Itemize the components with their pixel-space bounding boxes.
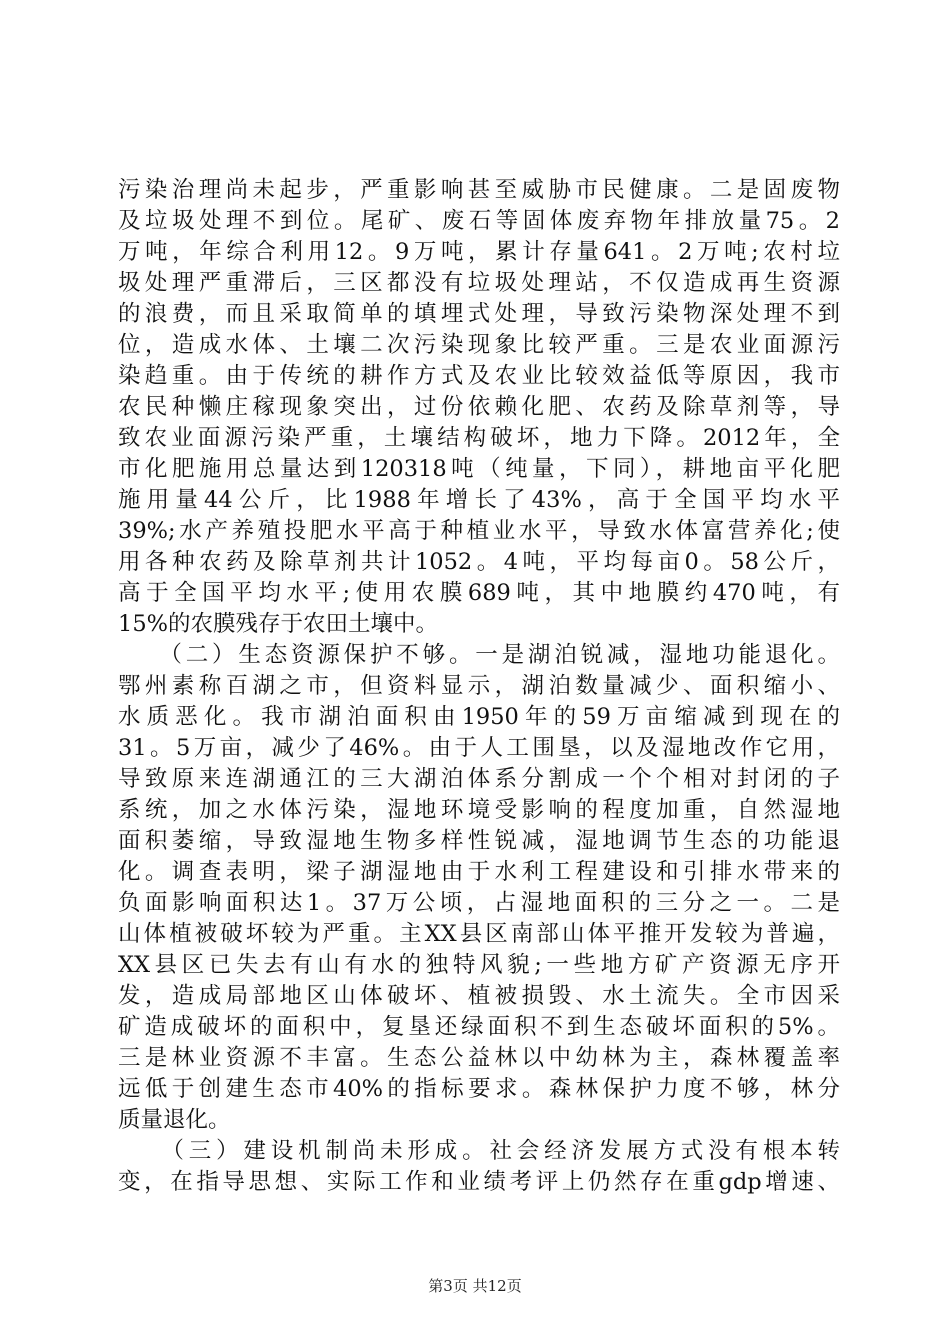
text-line: 31。5万亩，减少了46%。由于人工围垦，以及湿地改作它用， <box>118 735 840 761</box>
text-line: 污染治理尚未起步，严重影响甚至威胁市民健康。二是固废物 <box>118 177 840 203</box>
text-line: 远低于创建生态市40%的指标要求。森林保护力度不够，林分 <box>118 1076 840 1102</box>
text-line: 用各种农药及除草剂共计1052。4吨，平均每亩0。58公斤， <box>118 549 840 575</box>
text-line: 施用量44公斤，比1988年增长了43%，高于全国平均水平 <box>118 487 840 513</box>
text-line: 市化肥施用总量达到120318吨（纯量，下同），耕地亩平化肥 <box>118 456 840 482</box>
text-line: 矿造成破坏的面积中，复垦还绿面积不到生态破坏面积的5%。 <box>118 1014 840 1040</box>
text-line: 位，造成水体、土壤二次污染现象比较严重。三是农业面源污 <box>118 332 840 358</box>
text-line: 鄂州素称百湖之市，但资料显示，湖泊数量减少、面积缩小、 <box>118 673 840 699</box>
text-line: 质量退化。 <box>118 1107 231 1133</box>
text-line: 15%的农膜残存于农田土壤中。 <box>118 611 439 637</box>
text-line: 圾处理严重滞后，三区都没有垃圾处理站，不仅造成再生资源 <box>118 270 840 296</box>
text-line: 的浪费，而且采取简单的填埋式处理，导致污染物深处理不到 <box>118 301 840 327</box>
page-footer: 第3页 共12页 <box>428 1277 522 1295</box>
text-line: 农民种懒庄稼现象突出，过份依赖化肥、农药及除草剂等，导 <box>118 394 840 420</box>
text-line: 山体植被破坏较为严重。主XX县区南部山体平推开发较为普遍， <box>118 921 840 947</box>
body-text <box>118 175 840 1198</box>
text-line: 系统，加之水体污染，湿地环境受影响的程度加重，自然湿地 <box>118 797 840 823</box>
text-line: XX县区已失去有山有水的独特风貌;一些地方矿产资源无序开 <box>118 952 840 978</box>
text-line: 高于全国平均水平;使用农膜689吨，其中地膜约470吨，有 <box>118 580 840 606</box>
text-line: 负面影响面积达1。37万公顷，占湿地面积的三分之一。二是 <box>118 890 840 916</box>
text-line: 变，在指导思想、实际工作和业绩考评上仍然存在重gdp增速、 <box>118 1169 840 1195</box>
text-line: 化。调查表明，梁子湖湿地由于水利工程建设和引排水带来的 <box>118 859 840 885</box>
text-line: 三是林业资源不丰富。生态公益林以中幼林为主，森林覆盖率 <box>118 1045 840 1071</box>
text-line: 及垃圾处理不到位。尾矿、废石等固体废弃物年排放量75。2 <box>118 208 840 234</box>
text-line: 水质恶化。我市湖泊面积由1950年的59万亩缩减到现在的 <box>118 704 840 730</box>
text-line: 39%;水产养殖投肥水平高于种植业水平，导致水体富营养化;使 <box>118 518 840 544</box>
text-line: （三）建设机制尚未形成。社会经济发展方式没有根本转 <box>118 1138 840 1164</box>
text-line: 发，造成局部地区山体破坏、植被损毁、水土流失。全市因采 <box>118 983 840 1009</box>
text-line: 导致原来连湖通江的三大湖泊体系分割成一个个相对封闭的子 <box>118 766 840 792</box>
text-line: 染趋重。由于传统的耕作方式及农业比较效益低等原因，我市 <box>118 363 840 389</box>
text-line: 万吨，年综合利用12。9万吨，累计存量641。2万吨;农村垃 <box>118 239 840 265</box>
text-line: 面积萎缩，导致湿地生物多样性锐减，湿地调节生态的功能退 <box>118 828 840 854</box>
text-line: 致农业面源污染严重，土壤结构破坏，地力下降。2012年，全 <box>118 425 840 451</box>
text-line: （二）生态资源保护不够。一是湖泊锐减，湿地功能退化。 <box>118 642 840 668</box>
